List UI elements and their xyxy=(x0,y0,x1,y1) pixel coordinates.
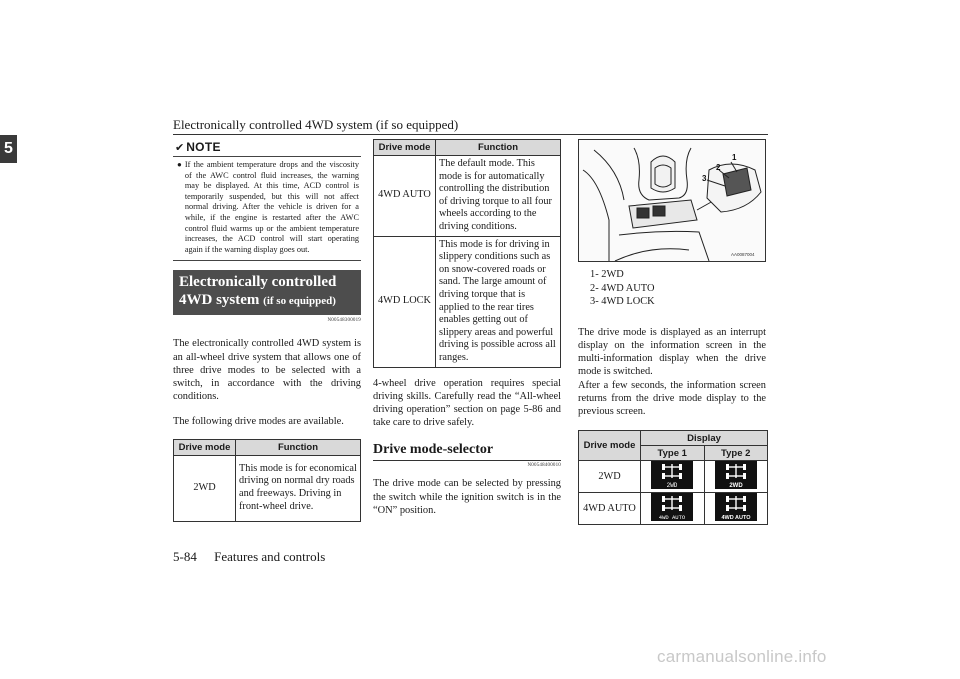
2wd-display-icon xyxy=(651,461,693,489)
table-row xyxy=(374,236,561,367)
4wd-auto-display-icon xyxy=(715,493,757,521)
display-paragraph-1: The drive mode is displayed as an interrupt display on the information screen in the multi-information display when the drive mode is switched. xyxy=(578,326,766,378)
bullet-icon: ● xyxy=(177,160,182,169)
cell-display-type1 xyxy=(641,461,705,493)
cell-function: This mode is for economical driving on normal dry roads and freeways. Driving in front-wheel drive. xyxy=(236,455,361,521)
cell-mode: 4WD AUTO xyxy=(579,493,641,525)
watermark: carmanualsonline.info xyxy=(657,647,827,666)
intro-text: The electronically controlled 4WD system is an all-wheel drive system that allows one of three drive modes to be selected with a switch, in accordance with the driving conditions. xyxy=(173,338,361,403)
display-text: 2WD xyxy=(729,483,743,490)
column-2 xyxy=(373,139,561,517)
display-text: 2WD xyxy=(666,482,678,490)
section-code: N00548300019 xyxy=(327,318,361,324)
cell-display-type2 xyxy=(704,493,768,525)
th-function: Function xyxy=(236,439,361,455)
cell-mode: 2WD xyxy=(174,455,236,521)
th-type-2: Type 2 xyxy=(704,446,768,461)
caution-text: 4-wheel drive operation requires special driving skills. Carefully read the “All-wheel driving operation” section on page 5-86 and take care to drive safely. xyxy=(373,377,561,429)
page-number: 5-84 xyxy=(173,549,197,564)
section-title-suffix: (if so equipped) xyxy=(263,295,336,308)
display-paragraph-2: After a few seconds, the information screen returns from the drive mode display to the previous screen. xyxy=(578,379,766,417)
th-drive-mode: Drive mode xyxy=(374,140,436,156)
page-footer xyxy=(173,549,339,565)
section-title-line1: Electronically controlled xyxy=(179,274,337,291)
illustration-code: AA0087004 xyxy=(731,252,755,257)
section-title xyxy=(173,270,361,315)
cell-mode: 4WD AUTO xyxy=(374,156,436,237)
table-row xyxy=(579,461,768,493)
display-table xyxy=(578,430,768,525)
note-header xyxy=(175,139,361,155)
callout-1: 1 xyxy=(732,153,737,162)
page-header-title: Electronically controlled 4WD system (if so equipped) xyxy=(173,117,459,132)
callout-3: 3 xyxy=(702,174,707,183)
cell-mode: 4WD LOCK xyxy=(374,236,436,367)
drive-mode-switch-illustration xyxy=(578,139,766,262)
legend-item: 2- 4WD AUTO xyxy=(590,282,655,294)
callout-2: 2 xyxy=(716,163,721,172)
cell-function: This mode is for driving in slippery conditions such as on snow-covered roads or sand. The large amount of driving torque that is applied to the rear tires enables getting out of slippery areas and powerful driving is possible across all ranges. xyxy=(436,236,561,367)
legend-item: 1- 2WD xyxy=(590,269,624,280)
selector-text: The drive mode can be selected by pressing the switch while the ignition switch is in the “ON” position. xyxy=(373,478,561,516)
subsection-title xyxy=(373,440,561,461)
th-drive-mode: Drive mode xyxy=(174,439,236,455)
column-1 xyxy=(173,139,361,522)
th-drive-mode: Drive mode xyxy=(579,431,641,461)
available-text: The following drive modes are available. xyxy=(173,416,344,428)
th-function: Function xyxy=(436,140,561,156)
display-text: 4WD AUTO xyxy=(721,515,751,522)
th-type-1: Type 1 xyxy=(641,446,705,461)
table-row xyxy=(374,156,561,237)
cell-display-type2 xyxy=(704,461,768,493)
check-icon: ✔ xyxy=(175,141,185,154)
note-text: If the ambient temperature drops and the viscosity of the AWC control fluid increases, the warning may be displayed. At this time, ACD control is temporarily suspended, but this will not affect normal driving. After the vehicle is driven for a while, if the engine is restarted after the AWC control fluid warms up or the ambient temperature increases, the ACD control will start operating again if the warning display goes out. xyxy=(184,160,359,254)
2wd-display-icon xyxy=(715,461,757,489)
cell-mode: 2WD xyxy=(579,461,641,493)
column-3 xyxy=(578,139,766,525)
table-row xyxy=(174,455,361,521)
header-rule xyxy=(173,134,768,135)
display-text: 4WD AUTO xyxy=(659,514,686,522)
cell-display-type1 xyxy=(641,493,705,525)
illustration-legend xyxy=(578,268,766,309)
4wd-auto-display-icon xyxy=(651,493,693,521)
console-drawing xyxy=(579,140,765,261)
cell-function: The default mode. This mode is for automatically controlling the distribution of driving torque to all four wheels according to the driving conditions. xyxy=(436,156,561,237)
note-box xyxy=(173,156,361,261)
subsection-code: N00548400010 xyxy=(527,463,561,469)
section-title-line2: 4WD system xyxy=(179,292,260,309)
th-display: Display xyxy=(641,431,768,446)
table-row xyxy=(579,493,768,525)
modes-table-part2 xyxy=(373,139,561,368)
note-label: NOTE xyxy=(186,140,221,154)
legend-item: 3- 4WD LOCK xyxy=(590,296,655,308)
subsection-title-text: Drive mode-selector xyxy=(373,442,494,458)
modes-table-part1 xyxy=(173,439,361,522)
footer-section: Features and controls xyxy=(214,549,326,564)
chapter-tab: 5 xyxy=(0,135,17,163)
